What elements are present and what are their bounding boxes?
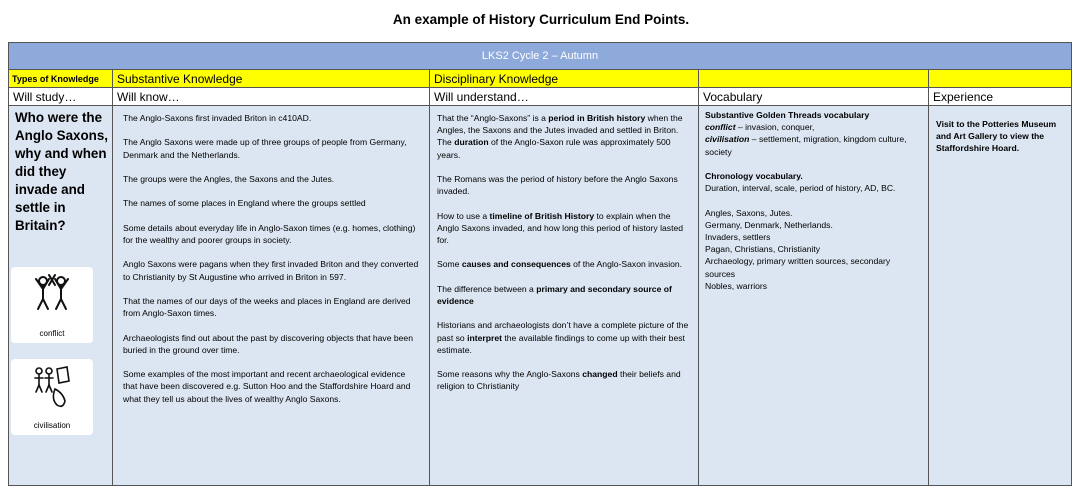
know-point: The Anglo Saxons were made up of three groups of people from Germany, Denmark and the Netherlands. <box>123 137 407 160</box>
civilisation-icon <box>11 359 93 435</box>
experience-cell <box>929 106 1072 486</box>
will-understand-cell <box>430 106 699 486</box>
types-empty-cell <box>929 70 1072 88</box>
will-study-label: Will study… <box>9 88 113 106</box>
know-point: The names of some places in England where the groups settled <box>123 198 366 209</box>
column-labels-row <box>9 88 1072 106</box>
understand-point: Some causes and consequences of the Anglo-Saxon invasion. <box>437 259 683 270</box>
know-point: Some examples of the most important and recent archaeological evidence that have been discovered e.g. Sutton Hoo and the Staffordshire Hoard and what they tell us about the lives of wealthy Anglo Saxons. <box>123 369 411 404</box>
chronology-list: Duration, interval, scale, period of history, AD, BC. <box>705 183 896 194</box>
civilisation-term: civilisation <box>705 134 750 145</box>
vocab-line: Archaeology, primary written sources, secondary sources <box>705 256 891 279</box>
vocabulary-label: Vocabulary <box>699 88 929 106</box>
know-point: The groups were the Angles, the Saxons and the Jutes. <box>123 173 335 184</box>
conflict-caption: conflict <box>39 329 65 338</box>
page-title: An example of History Curriculum End Points. <box>392 12 690 27</box>
will-know-cell <box>113 106 430 486</box>
disciplinary-knowledge-header: Disciplinary Knowledge <box>430 70 699 88</box>
vocab-line: Nobles, warriors <box>705 280 768 291</box>
understand-point: Historians and archaeologists don’t have a complete picture of the past so interpret the available findings to come up with their best estimate. <box>437 320 689 355</box>
understand-point: Some reasons why the Anglo-Saxons changed their beliefs and religion to Christianity <box>437 369 681 392</box>
conflict-figures-icon <box>11 267 93 327</box>
understand-point: How to use a timeline of British History to explain when the Anglo Saxons invaded, and how long this period of history lasted for. <box>437 210 684 245</box>
vocab-line: Invaders, settlers <box>705 232 771 242</box>
types-of-knowledge-label: Types of Knowledge <box>9 70 113 88</box>
vocabulary-cell <box>699 106 929 486</box>
conflict-icon <box>11 267 93 343</box>
know-point: Some details about everyday life in Anglo-Saxon times (e.g. homes, clothing) for the wealthy and poorer groups in society. <box>123 222 416 245</box>
content-row <box>9 106 1072 486</box>
vocab-line: Angles, Saxons, Jutes. <box>705 207 793 218</box>
will-know-label: Will know… <box>113 88 430 106</box>
enquiry-question: Who were the Anglo Saxons, why and when did they invade and settle in Britain? <box>15 110 109 233</box>
experience-label: Experience <box>929 88 1072 106</box>
term-banner: LKS2 Cycle 2 – Autumn <box>9 43 1072 70</box>
curriculum-table <box>8 42 1072 486</box>
golden-threads-heading: Substantive Golden Threads vocabulary <box>705 110 870 120</box>
vocab-line: Germany, Denmark, Netherlands. <box>705 219 833 230</box>
will-understand-label: Will understand… <box>430 88 699 106</box>
know-point: The Anglo-Saxons first invaded Briton in c410AD. <box>123 113 312 123</box>
know-point: Archaeologists find out about the past by discovering objects that have been buried in the ground over time. <box>123 332 413 355</box>
know-point: Anglo Saxons were pagans when they first invaded Briton and they converted to Christianity by St Augustine who arrived in Briton in 597. <box>123 259 419 282</box>
understand-point: The difference between a primary and secondary source of evidence <box>437 283 672 306</box>
chronology-heading: Chronology vocabulary. <box>705 171 803 181</box>
understand-point: The Romans was the period of history before the Anglo Saxons invaded. <box>437 174 678 197</box>
vocab-list <box>705 207 922 292</box>
banner-row <box>9 43 1072 70</box>
study-cell <box>9 106 113 486</box>
golden-threads-block: Substantive Golden Threads vocabulary conflict – invasion, conquer, civilisation – settlement, migration, kingdom culture, society <box>705 110 907 157</box>
chronology-block <box>705 170 922 194</box>
knowledge-types-row <box>9 70 1072 88</box>
civilisation-caption: civilisation <box>33 421 71 430</box>
experience-text: Visit to the Potteries Museum and Art Gallery to view the Staffordshire Hoard. <box>936 119 1057 154</box>
understand-point: That the “Anglo-Saxons” is a period in British history when the Angles, the Saxons and the Jutes invaded and settled in Briton. The duration of the Anglo-Saxon rule was approximately 500 years. <box>437 113 683 160</box>
vocab-line: Pagan, Christians, Christianity <box>705 244 821 255</box>
types-empty-cell <box>699 70 929 88</box>
conflict-term: conflict <box>705 122 736 133</box>
know-point: That the names of our days of the weeks and places in England are derived from Anglo-Saxon times. <box>123 295 411 319</box>
civilisation-figures-icon <box>11 359 93 419</box>
substantive-knowledge-header: Substantive Knowledge <box>113 70 430 88</box>
